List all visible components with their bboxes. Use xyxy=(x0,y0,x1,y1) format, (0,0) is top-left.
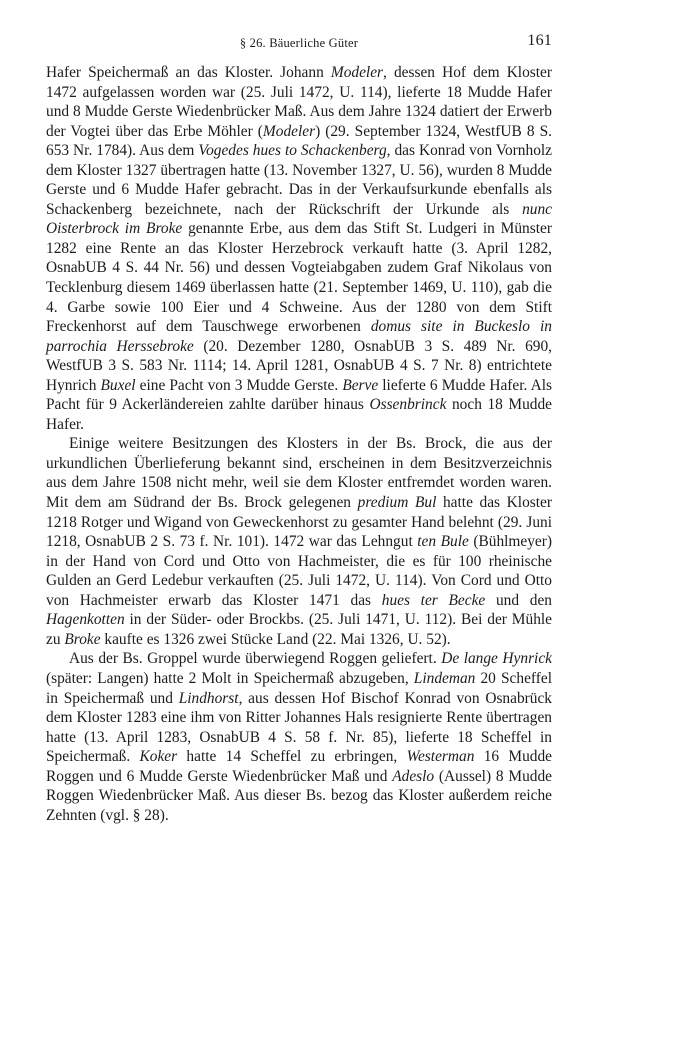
text-run: eine Pacht von 3 Mudde Gerste. xyxy=(135,376,343,394)
text-run: und den xyxy=(485,591,552,609)
italic-term: predium Bul xyxy=(357,494,437,512)
text-run: , das Konrad von Vornholz dem Kloster 1327 übertragen hatte (13. November 1327, U. 56), wurden 8 Mudde Gerste und 6 Mudde Hafer gebracht. Das in der Verkaufsurkunde ebenfalls als Schackenberg bezeichnete, nach der Rückschrift der Urkunde als xyxy=(46,142,553,218)
text-run: (später: Langen) hatte 2 Molt in Speichermaß abzugeben, xyxy=(46,669,414,687)
text-run: (Bühlmeyer) in der Hand von Cord und Otto von Hachmeister, die es für 100 rheinische Gulden an Gerd Ledebur verkauften (25. Juli 1472, U. 114). Von Cord und Otto von Hachmeister erwarb das Kloster 1471 das xyxy=(46,533,553,609)
italic-term: Adeslo xyxy=(392,767,435,785)
text-run: (Aussel) 8 Mudde Roggen Wiedenbrücker Maß. Aus dieser Bs. bezog das Kloster außerdem reiche Zehnten (vgl. § 28). xyxy=(46,767,552,824)
text-run: Aus der Bs. Groppel wurde überwiegend Roggen geliefert. xyxy=(69,650,442,668)
text-run: 16 Mudde Roggen und 6 Mudde Gerste Wiedenbrücker Maß und xyxy=(46,748,552,785)
text-run: genannte Erbe, aus dem das Stift St. Ludgeri in Münster 1282 eine Rente an das Kloster Herzebrock verkauft hatte (3. April 1282, OsnabUB 4 S. 44 Nr. 56) und dessen Vogteiabgaben zudem Graf Nikolaus von Tecklenburg diesem 1469 überlassen hatte (21. September 1469, U. 110), gab die 4. Garbe sowie 100 Eier und 4 Schweine. Aus der 1280 von dem Stift Freckenhorst auf dem Tauschwege erworbenen xyxy=(46,220,552,336)
italic-term: Broke xyxy=(64,630,101,648)
text-run: , dessen Hof dem Kloster 1472 aufgelassen worden war (25. Juli 1472, U. 114), lieferte 18 Mudde Hafer und 8 Mudde Gerste Wiedenbrücker Maß. Aus dem Jahre 1324 datiert der Erwerb der Vogtei über das Erbe Möhler ( xyxy=(46,64,553,140)
text-run: , aus dessen Hof Bischof Konrad von Osnabrück dem Kloster 1283 eine ihm von Ritter Johannes Hals resignierte Rente übertragen hatte (13. April 1283, OsnabUB 4 S. 58 f. Nr. 85), lieferte 18 Scheffel in Speichermaß. xyxy=(46,689,552,766)
italic-term: Ossenbrinck xyxy=(369,396,447,414)
italic-term: Lindeman xyxy=(413,669,476,687)
italic-term: ten Bule xyxy=(417,533,469,551)
italic-term: Vogedes hues to Schackenberg xyxy=(198,142,387,160)
page-number: 161 xyxy=(527,32,552,49)
italic-term: Berve xyxy=(342,376,379,394)
section-title: § 26. Bäuerliche Güter xyxy=(239,36,359,50)
paragraph xyxy=(46,434,552,649)
text-run: 20 Scheffel in Speichermaß und xyxy=(46,669,552,707)
italic-term: Modeler xyxy=(262,122,316,140)
text-run: kaufte es 1326 zwei Stücke Land (22. Mai 1326, U. 52). xyxy=(100,630,451,648)
italic-term: hues ter Becke xyxy=(381,591,486,609)
running-head xyxy=(46,32,552,54)
italic-term: nunc Oisterbrock im Broke xyxy=(46,200,552,238)
book-page xyxy=(46,32,552,825)
text-run: ) (29. September 1324, WestfUB 8 S. 653 Nr. 1784). Aus dem xyxy=(46,122,552,160)
text-run: lieferte 6 Mudde Hafer. Als Pacht für 9 Ackerländereien zahlte darüber hinaus xyxy=(46,376,552,414)
italic-term: Buxel xyxy=(100,376,136,394)
italic-term: Lindhorst xyxy=(178,689,239,707)
italic-term: Hagenkotten xyxy=(46,611,125,629)
body-text xyxy=(46,63,552,825)
italic-term: domus site in Buckeslo in parrochia Herssebroke xyxy=(46,318,552,355)
text-run: hatte 14 Scheffel zu erbringen, xyxy=(177,748,407,766)
text-run: (20. Dezember 1280, OsnabUB 3 S. 489 Nr. 690, WestfUB 3 S. 583 Nr. 1114; 14. April 1281, OsnabUB 4 S. 7 Nr. 8) entrichtete Hynrich xyxy=(46,337,552,394)
text-run: noch 18 Mudde Hafer. xyxy=(46,396,552,433)
text-run: Einige weitere Besitzungen des Klosters in der Bs. Brock, die aus der urkundlichen Überlieferung bekannt sind, erscheinen in dem Besitzverzeichnis aus dem Jahre 1508 nicht mehr, weil sie dem Kloster entfremdet worden waren. Mit dem am Südrand der Bs. Brock gelegenen xyxy=(46,435,552,512)
text-run: Hafer Speichermaß an das Kloster. Johann xyxy=(46,64,331,81)
text-run: in der Süder- oder Brockbs. (25. Juli 1471, U. 112). Bei der Mühle zu xyxy=(46,611,552,648)
italic-term: Westerman xyxy=(406,748,475,766)
italic-term: Koker xyxy=(139,748,178,766)
paragraph xyxy=(46,63,552,434)
italic-term: Modeler xyxy=(330,64,384,81)
text-run: hatte das Kloster 1218 Rotger und Wigand von Geweckenhorst zu gesamter Hand belehnt (29. Juni 1218, OsnabUB 2 S. 73 f. Nr. 101). 1472 war das Lehngut xyxy=(46,494,552,551)
paragraph xyxy=(46,649,552,825)
italic-term: De lange Hynrick xyxy=(441,650,552,668)
